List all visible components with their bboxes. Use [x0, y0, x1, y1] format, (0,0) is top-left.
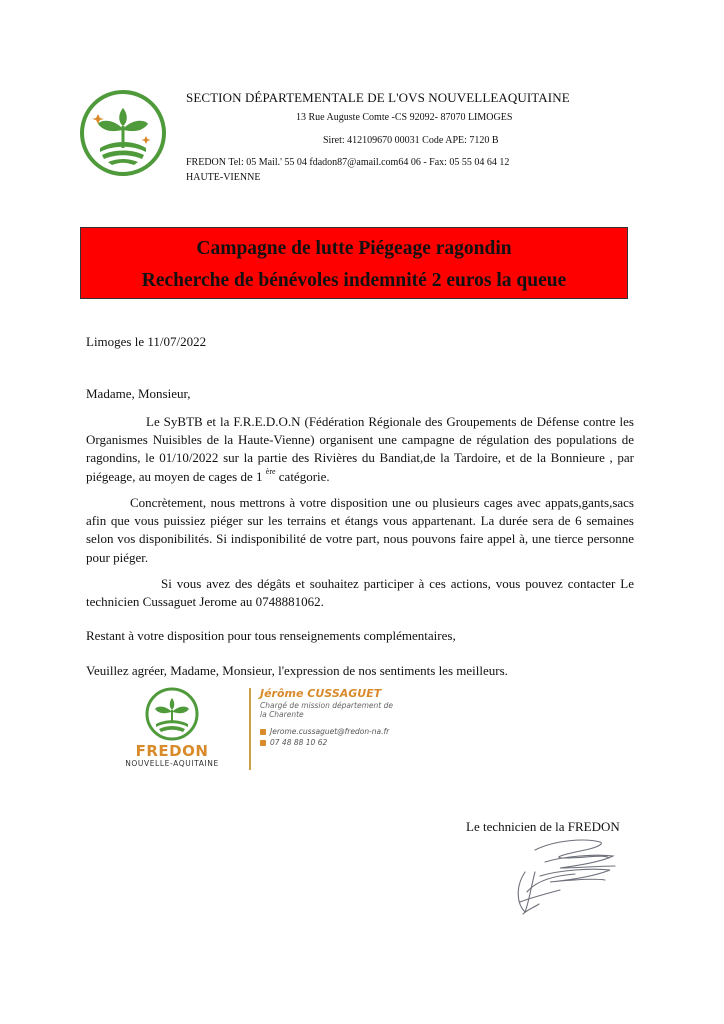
- paragraph-4: Restant à votre disposition pour tous renseignements complémentaires,: [86, 628, 456, 643]
- card-role: Chargé de mission département de la Charente: [260, 701, 393, 719]
- paragraph-5: Veuillez agréer, Madame, Monsieur, l'expression de nos sentiments les meilleurs.: [86, 663, 508, 678]
- campaign-banner: [80, 227, 628, 299]
- fredon-logo-word: FREDON: [135, 742, 209, 760]
- card-phone[interactable]: 07 48 88 10 62: [260, 738, 327, 747]
- card-email[interactable]: Jerome.cussaguet@fredon-na.fr: [260, 727, 389, 736]
- letter-salutation: Madame, Monsieur,: [86, 386, 191, 401]
- fredon-logo-icon: [142, 686, 202, 742]
- signature-card: [98, 686, 518, 772]
- org-contact: FREDON Tel: 05 Mail.' 55 04 fdadon87@amail.com64 06 - Fax: 05 55 04 64 12: [186, 157, 510, 168]
- card-divider: [249, 688, 251, 770]
- card-name: Jérôme CUSSAGUET: [260, 687, 382, 700]
- phone-icon: [260, 740, 266, 746]
- banner-line-2: Recherche de bénévoles indemnité 2 euros la queue: [141, 270, 567, 291]
- plant-logo-icon: [78, 88, 168, 178]
- handwritten-signature: [505, 832, 625, 922]
- fredon-logo-sub: NOUVELLE-AQUITAINE: [125, 759, 219, 768]
- paragraph-1: Le SyBTB et la F.R.E.D.O.N (Fédération Régionale des Groupements de Défense contre les Organismes Nuisibles de la Haute-Vienne) organisent une campagne de régulation des populations de ragondins, le 01/10/2022 sur la partie des Rivières du Bandiat,de la Tardoire, et de la Bonnieure , par piégeage, au moyen de cages de 1 $^{ère}$ catégorie.: [86, 414, 634, 484]
- paragraph-3: Si vous avez des dégâts et souhaitez participer à ces actions, vous pouvez contacter Le technicien Cussaguet Jerome au 0748881062.: [86, 576, 634, 610]
- org-title: SECTION DÉPARTEMENTALE DE L'OVS NOUVELLEAQUITAINE: [186, 90, 570, 105]
- paragraph-2: Concrètement, nous mettrons à votre disposition une ou plusieurs cages avec appats,gants,sacs afin que vous puissiez piéger sur les terrains et étangs vous appartenant. La durée sera de 6 semaines selon vos disponibilités. Si indisponibilité de votre part, nous pouvons faire appel à, une tierce personne pour piéger.: [86, 495, 634, 565]
- email-icon: [260, 729, 266, 735]
- org-siret: Siret: 412109670 00031 Code APE: 7120 B: [323, 135, 499, 146]
- org-region: HAUTE-VIENNE: [186, 172, 261, 183]
- signer-label: Le technicien de la FREDON: [466, 819, 620, 834]
- banner-line-1: Campagne de lutte Piégeage ragondin: [196, 238, 512, 259]
- org-address: 13 Rue Auguste Comte -CS 92092- 87070 LIMOGES: [296, 112, 513, 123]
- letter-date: Limoges le 11/07/2022: [86, 334, 207, 349]
